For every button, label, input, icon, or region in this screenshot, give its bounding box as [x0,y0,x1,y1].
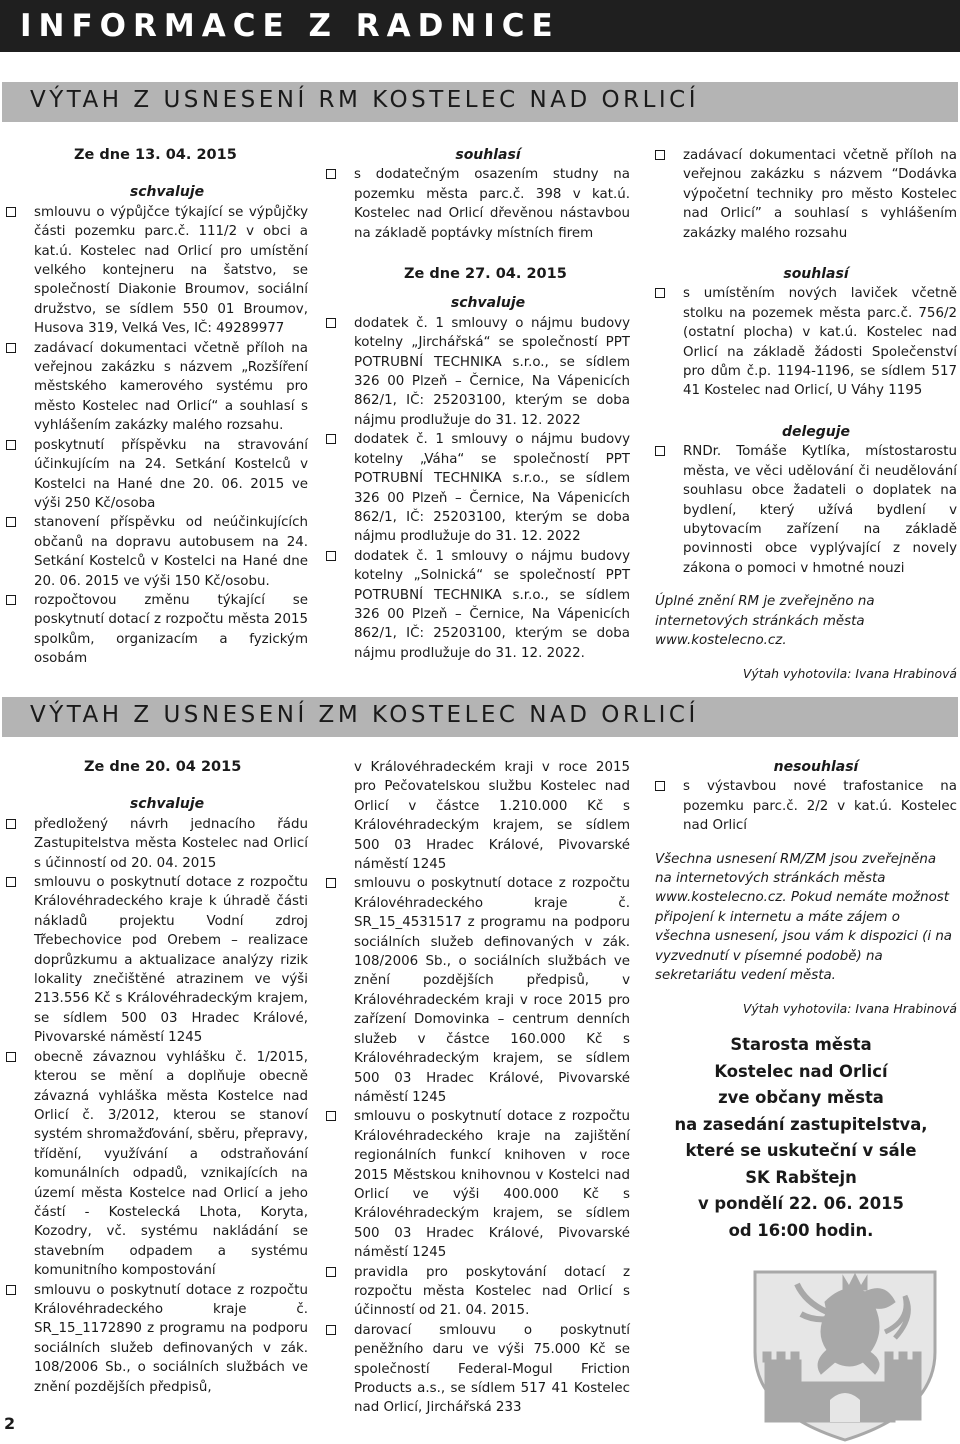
checkbox-bullet-icon [6,517,16,527]
checkbox-bullet-icon [6,440,16,450]
meeting-notice [656,1032,946,1244]
checkbox-bullet-icon [655,150,665,160]
notice-line: od 16:00 hodin. [728,1220,874,1240]
rm-note: Úplné znění RM je zveřejněno na internetových stránkách města www.kostelecno.cz. [655,594,875,648]
zm-column-1 [6,758,308,1397]
rm-heading-souhlasi: souhlasí [455,147,521,163]
masthead-title: INFORMACE Z RADNICE [20,8,560,44]
page-number: 2 [4,1414,16,1433]
rm-date-2: Ze dne 27. 04. 2015 [404,266,567,283]
rm-date-1: Ze dne 13. 04. 2015 [74,147,237,163]
zm-date: Ze dne 20. 04 2015 [84,759,242,775]
list-item: poskytnutí příspěvku na stravování účinkujícím na 24. Setkání Kostelců v Kostelci na Hané dne 20. 06. 2015 ve výši 250 Kč/osoba [6,436,308,514]
rm-heading-schvaluje-2: schvaluje [450,295,526,312]
checkbox-bullet-icon [326,1325,336,1335]
rm-column-2 [326,146,630,663]
rm-heading-souhlasi-2: souhlasí [783,266,849,283]
rm-section-title: VÝTAH Z USNESENÍ RM KOSTELEC NAD ORLICÍ [30,87,700,113]
notice-line: na zasedání zastupitelstva, [674,1114,928,1134]
rm-section-banner [2,82,958,122]
notice-line: v pondělí 22. 06. 2015 [698,1194,904,1213]
rm-column-1 [6,146,308,669]
zm-signature: Výtah vyhotovila: Ivana Hrabinová [742,1001,957,1017]
notice-line: které se uskuteční v sále [685,1141,917,1160]
list-item: smlouvu o poskytnutí dotace z rozpočtu Královéhradeckého kraje č. SR_15_1172890 z programu na podporu sociálních služeb definovaných v zák. 108/2006 Sb., o sociálních službách ve znění pozdějších předpisů, [6,1281,308,1397]
list-item: zadávací dokumentaci včetně příloh na veřejnou zakázku s názvem „Rozšíření městského kamerového systému pro město Kostelec nad Orlicí“ a souhlasí s vyhlášením zakázky malého rozsahu. [6,339,308,436]
list-item: RNDr. Tomáše Kytlíka, místostarostu města, ve věci udělování či neudělování souhlasu obce žadateli o doplatek na bydlení, který užívá bydlení v ubytovacím zařízení na základě povinnosti obce vyplývající z novely zákona o pomoci v hmotné nouzi [655,442,957,578]
checkbox-bullet-icon [6,343,16,353]
notice-line: zve občany města [718,1088,884,1107]
list-item: s výstavbou nové trafostanice na pozemku parc.č. 2/2 v kat.ú. Kostelec nad Orlicí [655,777,957,835]
rm-heading-schvaluje: schvaluje [129,184,205,201]
list-item: dodatek č. 1 smlouvy o nájmu budovy kotelny „Jirchářská“ se společností PPT POTRUBNÍ TECHNIKA s.r.o., se sídlem 326 00 Plzeň – Černice, Na Vápenicích 862/1, IČ: 25203100, kterým se doba nájmu prodlužuje do 31. 12. 2022 [326,314,630,430]
checkbox-bullet-icon [326,878,336,888]
notice-line: SK Rabštejn [745,1167,857,1187]
checkbox-bullet-icon [655,288,665,298]
zm-section-banner [2,697,958,737]
zm-note: Všechna usnesení RM/ZM jsou zveřejněna na internetových stránkách města www.kostelecno.cz. Pokud nemáte možnost připojení k internetu a máte zájem o všechna usnesení, jsou vám k dispozici (i na vyzvednutí v písemné podobě) na sekretariátu vedení města. [655,851,953,984]
checkbox-bullet-icon [655,446,665,456]
list-item: smlouvu o výpůjčce týkající se výpůjčky části pozemku parc.č. 111/2 v obci a kat.ú. Kostelec nad Orlicí pro umístění velkého kontejneru na šatstvo, se společností Diakonie Broumov, sociální družstvo, se sídlem 550 01 Broumov, Husova 319, Velká Ves, IČ: 49289977 [6,203,308,339]
town-coat-of-arms-icon [735,1262,960,1442]
checkbox-bullet-icon [6,1285,16,1295]
list-item: obecně závaznou vyhlášku č. 1/2015, kterou se mění a doplňuje obecně závazná vyhláška města Kostelce nad Orlicí č. 3/2012, kterou se stanoví systém shromažďování, sběru, přepravy, třídění, využívání a odstraňování komunálních odpadů, vznikajících na území města Kostelce nad Orlicí a jeho částí - Kostelecká Lhota, Koryta, Kozodry, vč. systému nakládání se stavebním odpadem a systému komunitního kompostování [6,1048,308,1281]
zm-column-2 [326,758,630,1418]
notice-line: Kostelec nad Orlicí [714,1061,888,1081]
checkbox-bullet-icon [326,434,336,444]
checkbox-bullet-icon [326,169,336,179]
rm-heading-deleguje: deleguje [781,423,851,440]
list-item: dodatek č. 1 smlouvy o nájmu budovy kotelny „Solnická“ se společností PPT POTRUBNÍ TECHNIKA s.r.o., se sídlem 326 00 Plzeň – Černice, Na Vápenicích 862/1, IČ: 25203100, kterým se doba nájmu prodlužuje do 31. 12. 2022. [326,547,630,663]
list-item: smlouvu o poskytnutí dotace z rozpočtu Královéhradeckého kraje č. SR_15_4531517 z programu na podporu sociálních služeb definovaných v zák. 108/2006 Sb., o sociálních službách ve znění pozdějších předpisů, v Královéhradeckém kraji v roce 2015 pro zařízení Domovinka – centrum denních služeb v částce 160.000 Kč s Královéhradeckým krajem, se sídlem 500 03 Hradec Králové, Pivovarské náměstí 1245 [326,874,630,1107]
list-item: dodatek č. 1 smlouvy o nájmu budovy kotelny „Váha“ se společností PPT POTRUBNÍ TECHNIKA s.r.o., se sídlem 326 00 Plzeň – Černice, Na Vápenicích 862/1, IČ: 25203100, kterým se doba nájmu prodlužuje do 31. 12. 2022 [326,430,630,546]
checkbox-bullet-icon [326,551,336,561]
list-item: rozpočtovou změnu týkající se poskytnutí dotací z rozpočtu města 2015 spolkům, organizacím a fyzickým osobám [6,591,308,669]
list-item: darovací smlouvu o poskytnutí peněžního daru ve výši 75.000 Kč se společností Federal-Mogul Friction Products a.s., se sídlem 517 41 Kostelec nad Orlicí, Jirchářská 233 [326,1321,630,1418]
notice-line: Starosta města [730,1035,872,1054]
zm-heading-nesouhlasi: nesouhlasí [773,759,859,775]
zm-column-3 [655,758,957,1019]
list-item: zadávací dokumentaci včetně příloh na veřejnou zakázku s názvem “Dodávka výpočetní techniky pro město Kostelec nad Orlicí” a souhlasí s vyhlášením zakázky malého rozsahu [655,146,957,243]
checkbox-bullet-icon [326,318,336,328]
checkbox-bullet-icon [6,819,16,829]
masthead [0,0,960,52]
checkbox-bullet-icon [6,877,16,887]
list-item: smlouvu o poskytnutí dotace z rozpočtu Královéhradeckého kraje na zajištění regionálních funkcí knihoven v roce 2015 Městskou knihovnou v Kostelci nad Orlicí ve výši 400.000 Kč s Královéhradeckým krajem, se sídlem 500 03 Hradec Králové, Pivovarské náměstí 1245 [326,1107,630,1262]
list-item: s umístěním nových laviček včetně stolku na pozemek města parc.č. 756/2 (ostatní plocha) v kat.ú. Kostelec nad Orlicí na základě žádosti Společenství pro dům č.p. 1194-1196, se sídlem 517 41 Kostelec nad Orlicí, U Váhy 1195 [655,284,957,400]
list-item: předložený návrh jednacího řádu Zastupitelstva města Kostelec nad Orlicí s účinností od 20. 04. 2015 [6,815,308,873]
checkbox-bullet-icon [326,1267,336,1277]
checkbox-bullet-icon [6,1052,16,1062]
checkbox-bullet-icon [655,781,665,791]
list-item: pravidla pro poskytování dotací z rozpočtu města Kostelec nad Orlicí s účinností od 21. 04. 2015. [326,1263,630,1321]
checkbox-bullet-icon [6,595,16,605]
rm-column-3 [655,146,957,684]
checkbox-bullet-icon [6,207,16,217]
list-item: smlouvu o poskytnutí dotace z rozpočtu Královéhradeckého kraje k úhradě části nákladů projektu Vodní zdroj Třebechovice pod Orebem – realizace doprůzkumu a aktualizace analýzy rizik lokality znečištěné atrazinem ve výši 213.556 Kč s Královéhradeckým krajem, se sídlem 500 03 Hradec Králové, Pivovarské náměstí 1245 [6,873,308,1048]
rm-signature: Výtah vyhotovila: Ivana Hrabinová [742,666,957,682]
zm-section-title: VÝTAH Z USNESENÍ ZM KOSTELEC NAD ORLICÍ [30,702,699,728]
zm-continued-text: v Královéhradeckém kraji v roce 2015 pro Pečovatelskou službu Kostelec nad Orlicí v částce 1.210.000 Kč s Královéhradeckým krajem, se sídlem 500 03 Hradec Králové, Pivovarské náměstí 1245 [354,760,630,873]
zm-heading-schvaluje: schvaluje [129,796,205,813]
list-item: s dodatečným osazením studny na pozemku města parc.č. 398 v kat.ú. Kostelec nad Orlicí dřevěnou nástavbou na základě poptávky místních firem [326,165,630,243]
list-item: stanovení příspěvku od neúčinkujících občanů na dopravu autobusem na 24. Setkání Kostelců v Kostelci na Hané dne 20. 06. 2015 ve výši 150 Kč/osobu. [6,513,308,591]
checkbox-bullet-icon [326,1111,336,1121]
